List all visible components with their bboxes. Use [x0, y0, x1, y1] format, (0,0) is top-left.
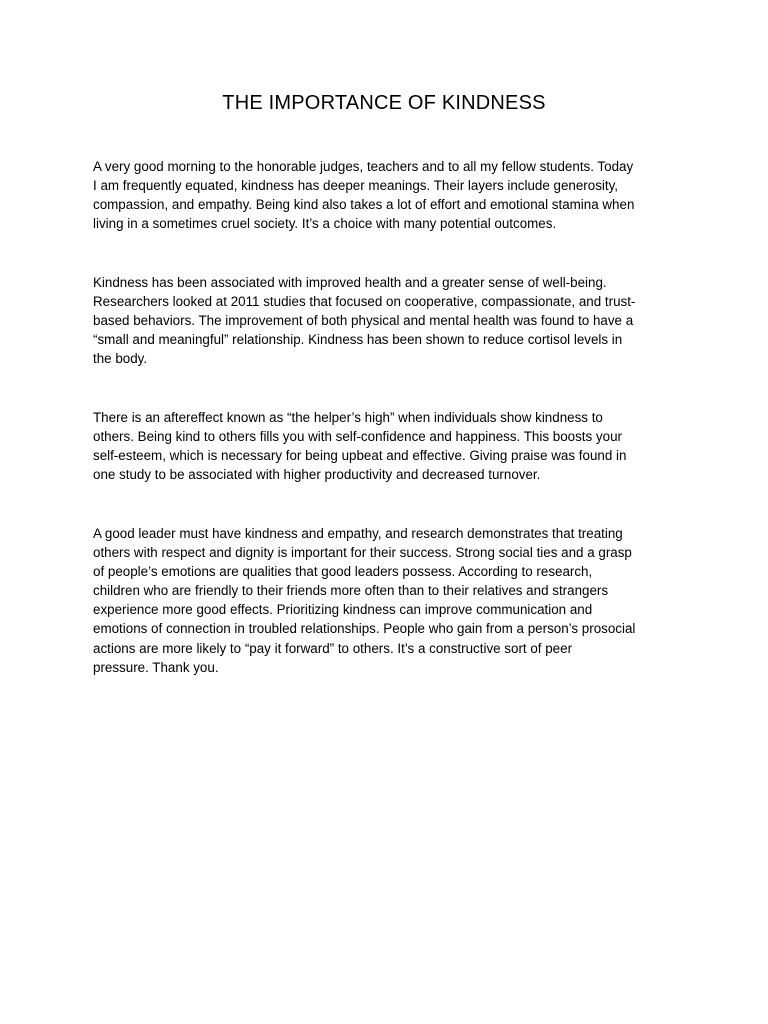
paragraph-4 [93, 524, 678, 677]
paragraph-line: actions are more likely to “pay it forward” to others. It’s a constructive sort of peer [93, 640, 573, 656]
paragraph-line: emotions of connection in troubled relationships. People who gain from a person’s prosocial [93, 621, 636, 637]
document-title: THE IMPORTANCE OF KINDNESS [222, 92, 546, 114]
paragraph-line: self-esteem, which is necessary for being upbeat and effective. Giving praise was found in [93, 448, 627, 464]
paragraph-line: children who are friendly to their friends more often than to their relatives and strangers [93, 583, 609, 599]
paragraph-line: of people’s emotions are qualities that good leaders possess. According to research, [93, 564, 593, 580]
paragraph-line: A good leader must have kindness and empathy, and research demonstrates that treating [93, 526, 623, 541]
paragraph-line: “small and meaningful” relationship. Kindness has been shown to reduce cortisol levels in [93, 332, 623, 348]
paragraph-line: the body. [93, 351, 148, 367]
paragraph-line: pressure. Thank you. [93, 659, 219, 675]
paragraph-line: A very good morning to the honorable judges, teachers and to all my fellow students. Today [93, 159, 634, 174]
paragraph-3 [93, 408, 678, 484]
paragraph-line: Researchers looked at 2011 studies that focused on cooperative, compassionate, and trust- [93, 294, 636, 310]
paragraph-line: experience more good effects. Prioritizing kindness can improve communication and [93, 602, 593, 618]
paragraph-line: one study to be associated with higher productivity and decreased turnover. [93, 467, 541, 483]
paragraph-2 [93, 273, 678, 368]
paragraph-line: compassion, and empathy. Being kind also takes a lot of effort and emotional stamina when [93, 197, 635, 213]
paragraph-line: I am frequently equated, kindness has deeper meanings. Their layers include generosity, [93, 178, 619, 194]
paragraph-line: Kindness has been associated with improved health and a greater sense of well-being. [93, 275, 607, 290]
paragraph-1 [93, 157, 678, 233]
paragraph-line: based behaviors. The improvement of both physical and mental health was found to have a [93, 313, 634, 329]
paragraph-line: There is an aftereffect known as “the helper’s high” when individuals show kindness to [93, 410, 603, 425]
paragraph-line: others. Being kind to others fills you with self-confidence and happiness. This boosts your [93, 429, 622, 445]
paragraph-line: others with respect and dignity is important for their success. Strong social ties and a grasp [93, 545, 632, 561]
paragraph-line: living in a sometimes cruel society. It’s a choice with many potential outcomes. [93, 216, 557, 232]
